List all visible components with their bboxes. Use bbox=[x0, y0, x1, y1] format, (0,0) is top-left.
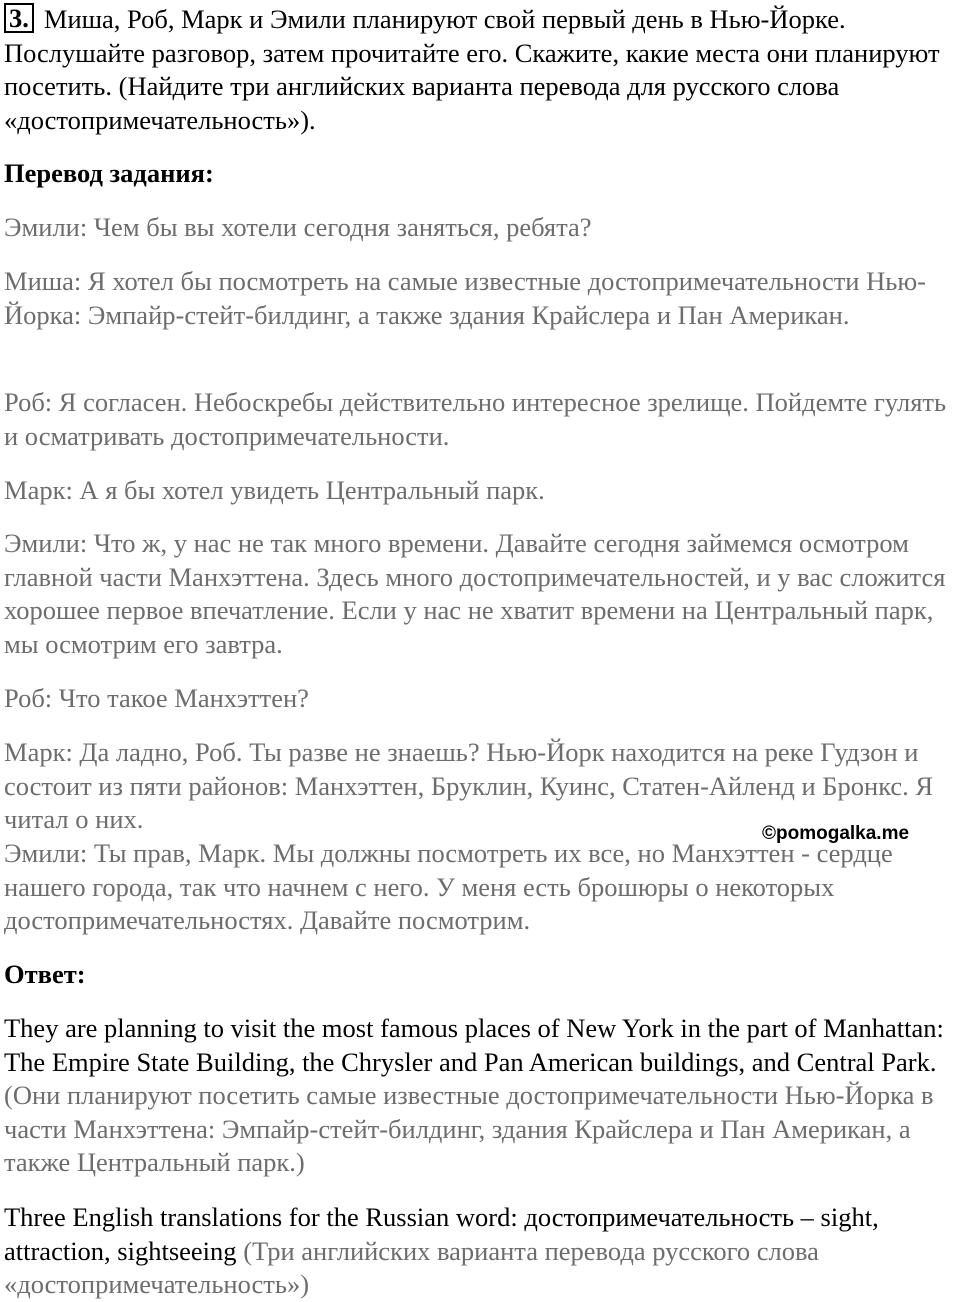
dialogue-line: Роб: Что такое Манхэттен? bbox=[4, 683, 309, 713]
task-text: Миша, Роб, Марк и Эмили планируют свой первый день в Нью-Йорке. Послушайте разговор, затем прочитайте его. Скажите, какие места они планируют посетить. (Найдите три английских варианта перевода для русского слова «достопримечательность»). bbox=[4, 4, 940, 135]
task-paragraph bbox=[4, 3, 960, 137]
dialogue-line: Роб: Я согласен. Небоскребы действительно интересное зрелище. Пойдемте гулять и осматривать достопримечательности. bbox=[4, 387, 947, 451]
answer-paragraph bbox=[4, 1012, 960, 1180]
dialogue-line: Эмили: Ты прав, Марк. Мы должны посмотреть их все, но Манхэттен - сердце нашего города, так что начнем с него. У меня есть брошюры о некоторых достопримечательностях. Давайте посмотрим. bbox=[4, 838, 893, 935]
answer-paragraph bbox=[4, 1201, 960, 1302]
dialogue-line: Эмили: Что ж, у нас не так много времени. Давайте сегодня займемся осмотром главной части Манхэттена. Здесь много достопримечательностей, и у вас сложится хорошее первое впечатление. Если у нас не хватит времени на Центральный парк, мы осмотрим его завтра. bbox=[4, 528, 946, 659]
dialogue-line: Эмили: Чем бы вы хотели сегодня заняться, ребята? bbox=[4, 212, 592, 242]
answer-heading: Ответ: bbox=[4, 959, 86, 989]
answer-russian: (Они планируют посетить самые известные достопримечательности Нью-Йорка в части Манхэттена: Эмпайр-стейт-билдинг, здания Крайслера и Пан Американ, а также Центральный парк.) bbox=[4, 1080, 934, 1177]
dialogue-line: Миша: Я хотел бы посмотреть на самые известные достопримечательности Нью-Йорка: Эмпайр-стейт-билдинг, а также здания Крайслера и Пан Американ. bbox=[4, 266, 926, 330]
answer-english: They are planning to visit the most famous places of New York in the part of Manhattan: The Empire State Building, the Chrysler and Pan American buildings, and Central Park. bbox=[4, 1013, 944, 1077]
answer-english: Three English translations for the Russian word: достопримечательность – sight, attraction, sightseeing bbox=[4, 1202, 879, 1266]
translation-heading: Перевод задания: bbox=[4, 158, 214, 188]
site-watermark: ©pomogalka.me bbox=[762, 823, 910, 844]
task-number: 3. bbox=[4, 3, 34, 33]
answer-russian: (Три английских варианта перевода русского слова «достопримечательность») bbox=[4, 1235, 819, 1299]
dialogue-line: Марк: А я бы хотел увидеть Центральный парк. bbox=[4, 475, 545, 505]
dialogue-line: Марк: Да ладно, Роб. Ты разве не знаешь? Нью-Йорк находится на реке Гудзон и состоит из пяти районов: Манхэттен, Бруклин, Куинс, Статен-Айленд и Бронкс. Я читал о них. bbox=[4, 737, 934, 834]
